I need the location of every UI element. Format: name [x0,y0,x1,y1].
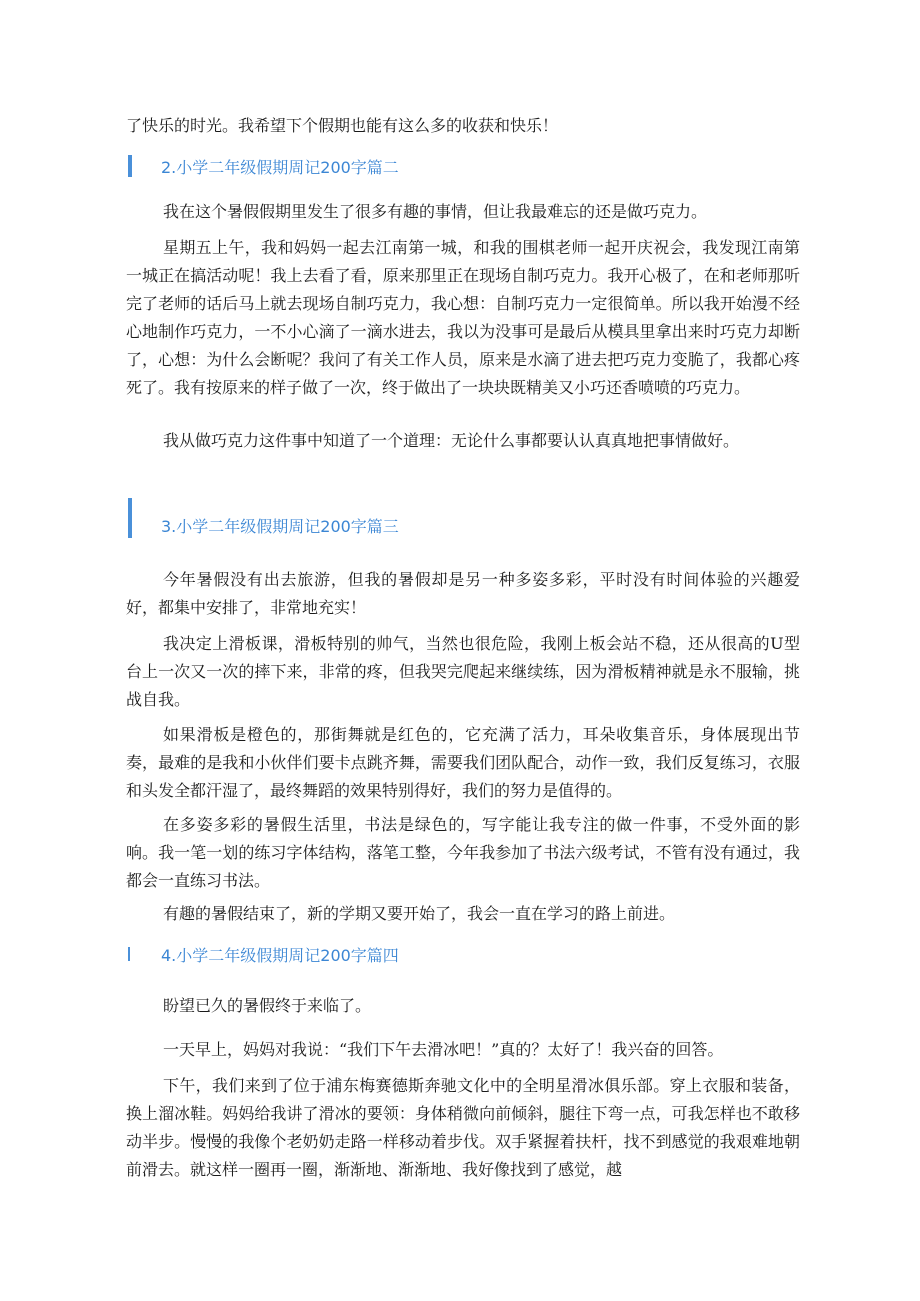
paragraph: 一天早上，妈妈对我说：“我们下午去滑冰吧！”真的？太好了！我兴奋的回答。 [163,1040,724,1059]
heading-bar-icon [128,498,132,538]
section-heading-text: 3.小学二年级假期周记200字篇三 [161,516,399,536]
paragraph: 在多姿多彩的暑假生活里，书法是绿色的，写字能让我专注的做一件事，不受外面的影响。我一笔一划的练习字体结构，落笔工整，今年我参加了书法六级考试，不管有没有通过，我都会一直练习书法。 [126,815,800,890]
section-heading-text: 4.小学二年级假期周记200字篇四 [161,945,399,965]
paragraph: 我决定上滑板课，滑板特别的帅气，当然也很危险，我刚上板会站不稳，还从很高的U型台上一次又一次的摔下来，非常的疼，但我哭完爬起来继续练，因为滑板精神就是永不服输，挑战自我。 [126,634,800,709]
section-heading-4 [128,942,399,966]
paragraph: 有趣的暑假结束了，新的学期又要开始了，我会一直在学习的路上前进。 [163,904,676,923]
section-heading-3 [128,498,399,538]
paragraph: 星期五上午，我和妈妈一起去江南第一城，和我的围棋老师一起开庆祝会，我发现江南第一城正在搞活动呢！我上去看了看，原来那里正在现场自制巧克力。我开心极了，在和老师那听完了老师的话后马上就去现场自制巧克力，我心想：自制巧克力一定很简单。所以我开始漫不经心地制作巧克力，一不小心滴了一滴水进去，我以为没事可是最后从模具里拿出来时巧克力却断了，心想：为什么会断呢？我问了有关工作人员，原来是水滴了进去把巧克力变脆了，我都心疼死了。我有按原来的样子做了一次，终于做出了一块块既精美又小巧还香喷喷的巧克力。 [126,238,800,397]
paragraph: 今年暑假没有出去旅游，但我的暑假却是另一种多姿多彩，平时没有时间体验的兴趣爱好，都集中安排了，非常地充实！ [126,570,800,617]
section-heading-2 [128,154,399,178]
paragraph: 下午，我们来到了位于浦东梅赛德斯奔驰文化中的全明星滑冰俱乐部。穿上衣服和装备，换上溜冰鞋。妈妈给我讲了滑冰的要领：身体稍微向前倾斜，腿往下弯一点，可我怎样也不敢移动半步。慢慢的我像个老奶奶走路一样移动着步伐。双手紧握着扶杆，找不到感觉的我艰难地朝前滑去。就这样一圈再一圈，渐渐地、渐渐地、我好像找到了感觉，越 [126,1076,800,1179]
lead-paragraph: 了快乐的时光。我希望下个假期也能有这么多的收获和快乐！ [126,116,559,135]
heading-bar-icon [128,947,130,961]
paragraph: 我从做巧克力这件事中知道了一个道理：无论什么事都要认认真真地把事情做好。 [163,431,740,450]
paragraph: 盼望已久的暑假终于来临了。 [163,996,372,1015]
section-heading-text: 2.小学二年级假期周记200字篇二 [161,157,399,177]
paragraph: 我在这个暑假假期里发生了很多有趣的事情，但让我最难忘的还是做巧克力。 [163,202,708,221]
paragraph: 如果滑板是橙色的，那街舞就是红色的，它充满了活力，耳朵收集音乐，身体展现出节奏，最难的是我和小伙伴们要卡点跳齐舞，需要我们团队配合，动作一致，我们反复练习，衣服和头发全都汗湿了，最终舞蹈的效果特别得好，我们的努力是值得的。 [126,725,800,800]
heading-bar-icon [128,155,132,177]
